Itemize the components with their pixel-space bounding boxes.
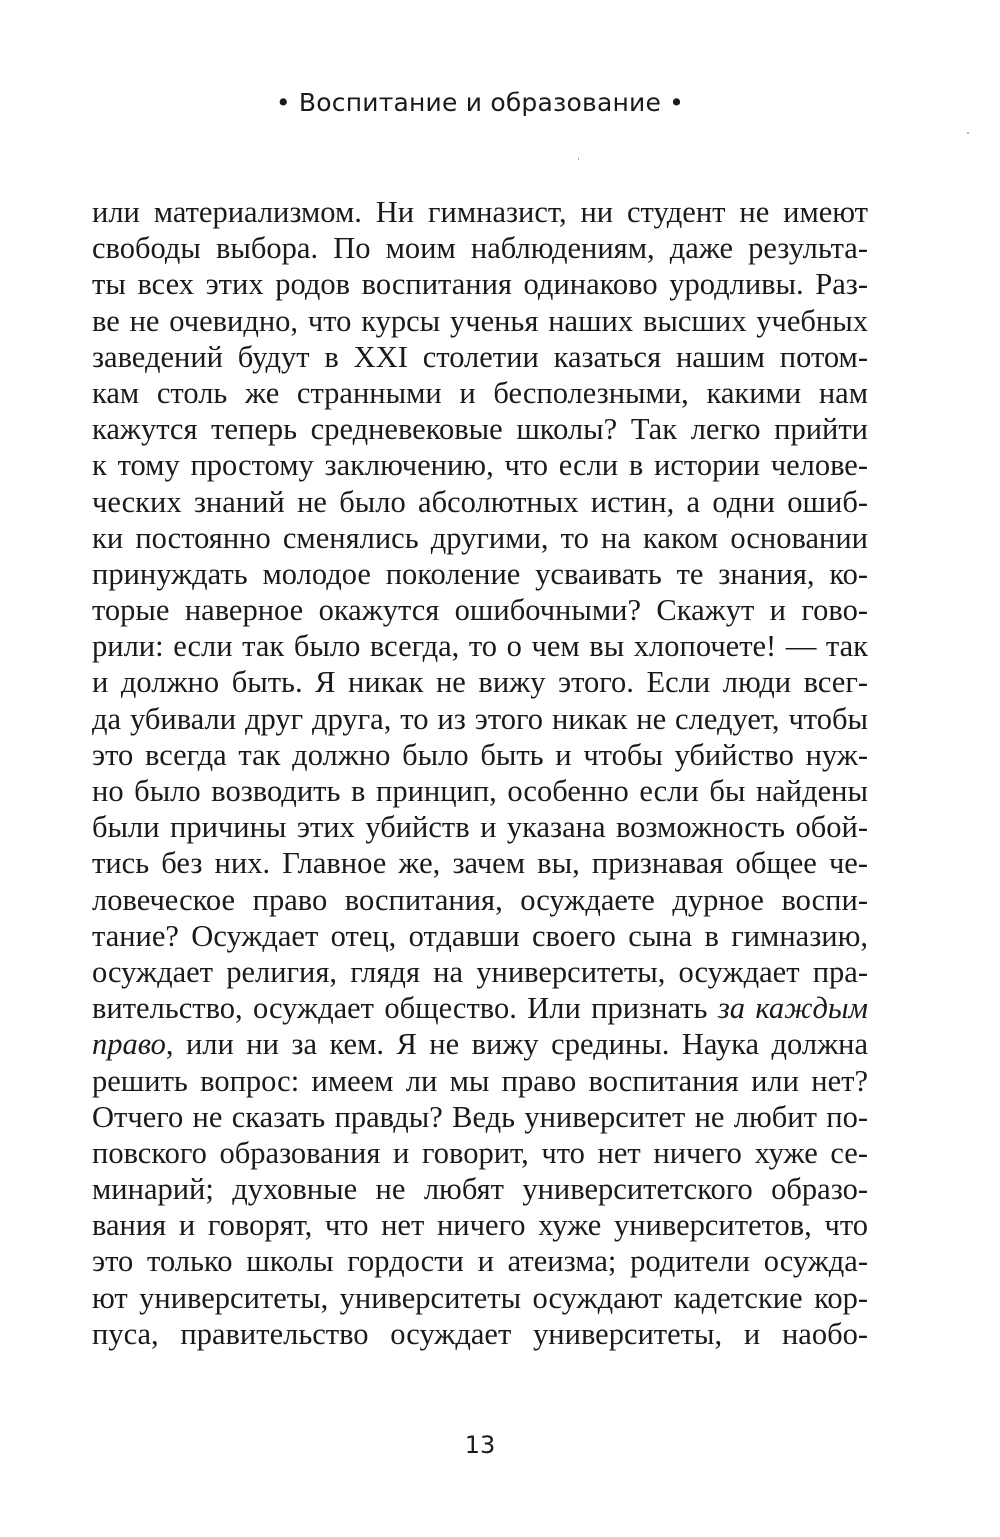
text-line: но было возводить в принцип, особенно если бы найдены <box>92 774 868 808</box>
text-line: или материализмом. Ни гимназист, ни студент не имеют <box>92 195 868 229</box>
text-line: тись без них. Главное же, зачем вы, признавая общее че- <box>92 846 868 881</box>
text-line: кажутся теперь средневековые школы? Так легко прийти <box>92 412 868 447</box>
text-line: ки постоянно сменялись другими, то на каком основании <box>92 520 868 555</box>
text-line: Отчего не сказать правды? Ведь университет не любит по- <box>92 1099 868 1134</box>
text-line: были причины этих убийств и указана возможность обой- <box>92 810 868 845</box>
text-line: ловеческое право воспитания, осуждаете дурное воспи- <box>92 882 868 917</box>
text-line: рили: если так было всегда, то о чем вы хлопочете! — так <box>92 629 868 664</box>
text-run: вительство, осуждает общество. Или признать <box>92 991 708 1026</box>
text-line: ческих знаний не было абсолютных истин, а одни ошиб- <box>92 484 868 519</box>
text-line: да убивали друг друга, то из этого никак не следует, чтобы <box>92 701 868 736</box>
text-line: торые наверное окажутся ошибочными? Скажут и гово- <box>92 593 868 628</box>
text-line: тание? Осуждает отец, отдавши своего сына в гимназию, <box>92 918 868 953</box>
emphasis-run: право <box>92 1027 166 1062</box>
text-line: ют университеты, университеты осуждают кадетские кор- <box>92 1280 868 1315</box>
text-line: повского образования и говорит, что нет ничего хуже се- <box>92 1135 868 1170</box>
scan-speck <box>967 132 969 134</box>
text-line: это всегда так должно было быть и чтобы убийство нуж- <box>92 737 868 772</box>
text-run: , или ни за кем. Я не вижу средины. Наука должна <box>165 1027 868 1062</box>
text-line: к тому простому заключению, что если в истории челове- <box>92 448 868 483</box>
body-text <box>92 194 868 1352</box>
text-line: вания и говорят, что нет ничего хуже университетов, что <box>92 1208 868 1243</box>
text-line: минарий; духовные не любят университетского образо- <box>92 1172 868 1207</box>
text-line: ты всех этих родов воспитания одинаково уродливы. Раз- <box>92 267 868 302</box>
text-line: ве не очевидно, что курсы ученья наших высших учебных <box>92 303 868 338</box>
text-line: это только школы гордости и атеизма; родители осужда- <box>92 1244 868 1279</box>
text-line: свободы выбора. По моим наблюдениям, даже результа- <box>92 231 868 266</box>
text-line-with-emphasis <box>92 990 868 1026</box>
emphasis-run: за каждым <box>717 991 869 1026</box>
text-line: осуждает религия, глядя на университеты, осуждает пра- <box>92 954 868 989</box>
text-line-with-emphasis <box>92 1026 868 1062</box>
page-number: 13 <box>464 1431 496 1459</box>
text-line: принуждать молодое поколение усваивать те знания, ко- <box>92 556 868 591</box>
text-line: решить вопрос: имеем ли мы право воспитания или нет? <box>92 1063 868 1098</box>
text-line: заведений будут в XXI столетии казаться нашим потом- <box>92 339 868 374</box>
text-line: и должно быть. Я никак не вижу этого. Если люди всег- <box>92 665 868 700</box>
running-title: • Воспитание и образование • <box>275 88 685 117</box>
text-line: кам столь же странными и бесполезными, какими нам <box>92 375 868 410</box>
scan-speck <box>578 158 579 160</box>
text-line: пуса, правительство осуждает университеты, и наобо- <box>92 1316 868 1351</box>
